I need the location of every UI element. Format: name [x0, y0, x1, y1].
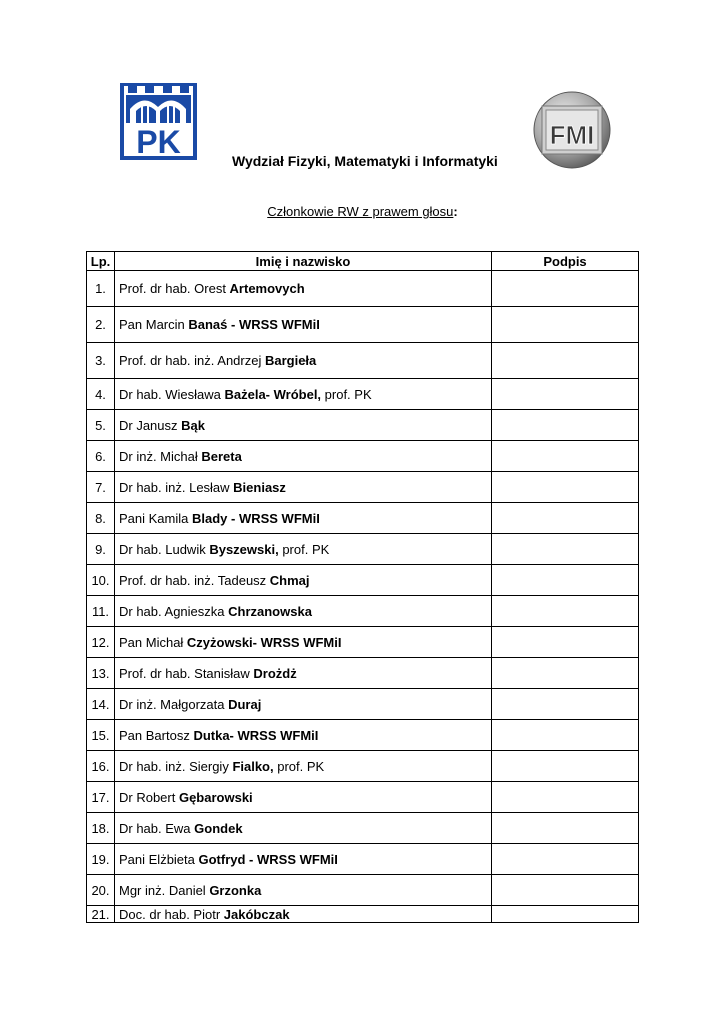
- members-table: [86, 251, 639, 923]
- header-name: Imię i nazwisko: [115, 252, 492, 271]
- table-row: [87, 658, 639, 689]
- signature-cell[interactable]: [492, 307, 639, 343]
- signature-cell[interactable]: [492, 875, 639, 906]
- table-row: [87, 782, 639, 813]
- row-number: 2.: [87, 307, 115, 343]
- row-number: 5.: [87, 410, 115, 441]
- member-surname: Drożdż: [253, 665, 297, 681]
- member-surname: Fialko,: [232, 758, 274, 774]
- row-number: 4.: [87, 379, 115, 410]
- table-row: [87, 844, 639, 875]
- member-name: [115, 410, 492, 441]
- member-surname: Dutka- WRSS WFMiI: [193, 727, 319, 743]
- row-number: 18.: [87, 813, 115, 844]
- table-row: [87, 813, 639, 844]
- member-name-prefix: Dr hab. Agnieszka: [119, 603, 229, 619]
- signature-cell[interactable]: [492, 472, 639, 503]
- table-header-row: [87, 252, 639, 271]
- member-surname: Bąk: [181, 417, 205, 433]
- member-name-prefix: Pan Bartosz: [119, 727, 194, 743]
- table-row: [87, 565, 639, 596]
- member-name: [115, 751, 492, 782]
- member-name-suffix: prof. PK: [273, 758, 325, 774]
- row-number: 8.: [87, 503, 115, 534]
- subtitle-colon: :: [453, 204, 458, 219]
- fmi-logo-text: FMI: [549, 120, 595, 150]
- member-name: [115, 596, 492, 627]
- member-name: [115, 658, 492, 689]
- member-name: [115, 343, 492, 379]
- row-number: 6.: [87, 441, 115, 472]
- member-name: [115, 875, 492, 906]
- member-surname: Bażela- Wróbel,: [224, 386, 322, 402]
- row-number: 19.: [87, 844, 115, 875]
- member-surname: Gondek: [194, 820, 243, 836]
- member-name: [115, 720, 492, 751]
- member-name: [115, 271, 492, 307]
- signature-cell[interactable]: [492, 534, 639, 565]
- signature-cell[interactable]: [492, 689, 639, 720]
- signature-cell[interactable]: [492, 658, 639, 689]
- member-name-prefix: Pani Elżbieta: [119, 851, 199, 867]
- table-row: [87, 343, 639, 379]
- row-number: 21.: [87, 906, 115, 923]
- table-row: [87, 534, 639, 565]
- table-row: [87, 472, 639, 503]
- member-surname: Gębarowski: [178, 789, 253, 805]
- member-name: [115, 379, 492, 410]
- row-number: 15.: [87, 720, 115, 751]
- table-row: [87, 627, 639, 658]
- signature-cell[interactable]: [492, 720, 639, 751]
- member-name-prefix: Prof. dr hab. Orest: [119, 281, 230, 296]
- member-name-prefix: Dr inż. Michał: [119, 448, 202, 464]
- member-surname: Chrzanowska: [228, 603, 312, 619]
- table-row: [87, 720, 639, 751]
- row-number: 12.: [87, 627, 115, 658]
- member-surname: Chmaj: [269, 572, 310, 588]
- member-surname: Artemovych: [229, 281, 305, 296]
- member-name-prefix: Prof. dr hab. Stanisław: [119, 665, 254, 681]
- row-number: 17.: [87, 782, 115, 813]
- row-number: 16.: [87, 751, 115, 782]
- member-name: [115, 534, 492, 565]
- table-row: [87, 875, 639, 906]
- row-number: 3.: [87, 343, 115, 379]
- subtitle-text: Członkowie RW z prawem głosu: [267, 204, 454, 219]
- member-name: [115, 689, 492, 720]
- member-name-prefix: Dr hab. inż. Siergiy: [119, 758, 233, 774]
- member-name: [115, 906, 492, 923]
- members-subtitle: [0, 204, 725, 219]
- row-number: 10.: [87, 565, 115, 596]
- member-name-suffix: prof. PK: [321, 386, 372, 402]
- member-name-prefix: Dr Janusz: [119, 417, 182, 433]
- row-number: 20.: [87, 875, 115, 906]
- table-row: [87, 689, 639, 720]
- member-name: [115, 844, 492, 875]
- member-name: [115, 565, 492, 596]
- signature-cell[interactable]: [492, 565, 639, 596]
- member-surname: Czyżowski- WRSS WFMiI: [186, 634, 342, 650]
- member-name-prefix: Pan Michał: [119, 634, 187, 650]
- faculty-title: Wydział Fizyki, Matematyki i Informatyki: [232, 153, 498, 169]
- member-surname: Grzonka: [209, 882, 262, 898]
- table-row: [87, 410, 639, 441]
- member-name-prefix: Dr hab. Ludwik: [119, 541, 210, 557]
- member-surname: Jakóbczak: [223, 906, 290, 922]
- member-name: [115, 782, 492, 813]
- signature-cell[interactable]: [492, 627, 639, 658]
- member-surname: Duraj: [228, 696, 262, 712]
- member-name-prefix: Dr hab. Ewa: [119, 820, 195, 836]
- table-row: [87, 503, 639, 534]
- member-name: [115, 503, 492, 534]
- member-name: [115, 472, 492, 503]
- table-row: [87, 751, 639, 782]
- row-number: 11.: [87, 596, 115, 627]
- member-name-prefix: Doc. dr hab. Piotr: [119, 906, 224, 922]
- signature-cell[interactable]: [492, 844, 639, 875]
- table-row: [87, 441, 639, 472]
- member-name-prefix: Pani Kamila: [119, 510, 192, 526]
- member-surname: Blady - WRSS WFMiI: [191, 510, 320, 526]
- signature-cell[interactable]: [492, 813, 639, 844]
- signature-cell[interactable]: [492, 271, 639, 307]
- member-name-prefix: Dr inż. Małgorzata: [119, 696, 229, 712]
- signature-cell[interactable]: [492, 343, 639, 379]
- signature-cell[interactable]: [492, 751, 639, 782]
- member-surname: Bieniasz: [233, 479, 286, 495]
- member-name: [115, 307, 492, 343]
- member-name-prefix: Prof. dr hab. inż. Andrzej: [119, 353, 265, 368]
- member-surname: Bargieła: [264, 353, 317, 368]
- signature-cell[interactable]: [492, 441, 639, 472]
- row-number: 13.: [87, 658, 115, 689]
- table-row: [87, 379, 639, 410]
- signature-cell[interactable]: [492, 596, 639, 627]
- signature-cell[interactable]: [492, 782, 639, 813]
- member-name-prefix: Pan Marcin: [119, 317, 189, 332]
- row-number: 14.: [87, 689, 115, 720]
- table-row: [87, 906, 639, 923]
- row-number: 7.: [87, 472, 115, 503]
- member-name-prefix: Prof. dr hab. inż. Tadeusz: [119, 572, 270, 588]
- header-number: Lp.: [87, 252, 115, 271]
- signature-cell[interactable]: [492, 379, 639, 410]
- signature-cell[interactable]: [492, 503, 639, 534]
- pk-logo: [120, 83, 197, 160]
- member-surname: Bereta: [201, 448, 242, 464]
- member-surname: Byszewski,: [209, 541, 279, 557]
- member-name: [115, 813, 492, 844]
- table-row: [87, 307, 639, 343]
- member-surname: Gotfryd - WRSS WFMiI: [198, 851, 338, 867]
- signature-cell[interactable]: [492, 906, 639, 923]
- member-name-prefix: Dr hab. inż. Lesław: [119, 479, 234, 495]
- table-row: [87, 271, 639, 307]
- row-number: 9.: [87, 534, 115, 565]
- header-signature: Podpis: [492, 252, 639, 271]
- member-name: [115, 441, 492, 472]
- pk-logo-text: PK: [136, 124, 181, 160]
- fmi-logo: [532, 90, 612, 170]
- table-row: [87, 596, 639, 627]
- member-name-prefix: Dr hab. Wiesława: [119, 386, 225, 402]
- row-number: 1.: [87, 271, 115, 307]
- member-name-suffix: prof. PK: [278, 541, 330, 557]
- member-surname: Banaś - WRSS WFMiI: [188, 317, 320, 332]
- signature-cell[interactable]: [492, 410, 639, 441]
- member-name-prefix: Dr Robert: [119, 789, 179, 805]
- member-name: [115, 627, 492, 658]
- member-name-prefix: Mgr inż. Daniel: [119, 882, 210, 898]
